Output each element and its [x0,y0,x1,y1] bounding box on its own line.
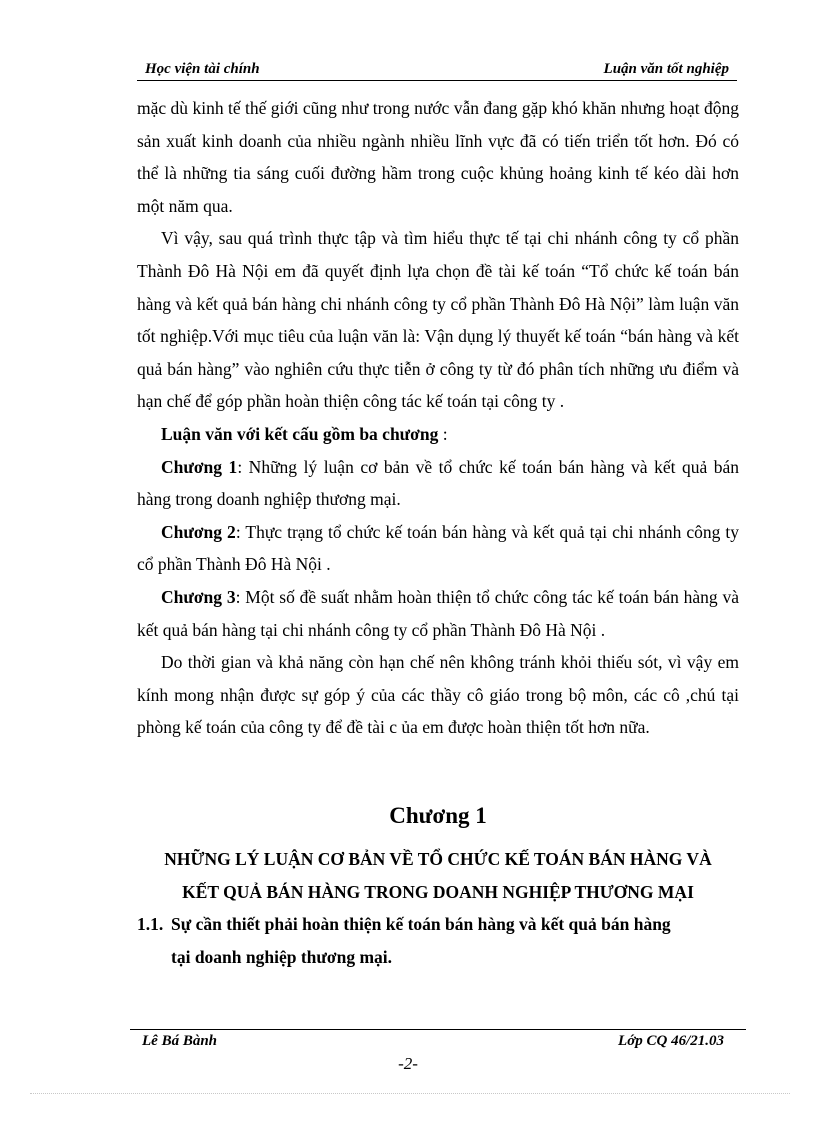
header-doc-type: Luận văn tốt nghiệp [603,61,729,77]
chapter-heading: Chương 1 [389,803,487,828]
chapter-title-line-1: NHỮNG LÝ LUẬN CƠ BẢN VỀ TỔ CHỨC KẾ TOÁN BÁN HÀNG VÀ [164,849,712,869]
page-header [137,58,737,81]
page-body [137,92,739,744]
chapter-list-text: : Những lý luận cơ bản về tổ chức kế toán bán hàng và kết quả bán hàng trong doanh nghiệp thương mại. [137,456,740,510]
structure-intro [137,418,739,451]
paragraph-continued: mặc dù kinh tế thế giới cũng như trong nước vẫn đang gặp khó khăn nhưng hoạt động sản xuất kinh doanh của nhiều ngành nhiều lĩnh vực đã có tiến triển tốt hơn. Đó có thể là những tia sáng cuối đường hầm trong cuộc khủng hoảng kinh tế kéo dài hơn một năm qua. [137,98,739,216]
page-bottom-divider [30,1093,790,1094]
chapter-list-label: Chương 1 [161,456,238,477]
chapter-list-item-2 [137,516,739,581]
chapter-title [137,843,739,909]
section-heading [137,908,741,974]
chapter-list-item-3 [137,581,739,646]
chapter-list-text: : Thực trạng tổ chức kế toán bán hàng và kết quả tại chi nhánh công ty cổ phần Thành Đô Hà Nội . [137,521,739,575]
chapter-title-line-2: KẾT QUẢ BÁN HÀNG TRONG DOANH NGHIỆP THƯƠNG MẠI [182,882,694,902]
page-number: -2- [398,1054,418,1073]
section-title-line-2: tại doanh nghiệp thương mại. [171,947,393,967]
chapter-list-text: : Một số đề suất nhằm hoàn thiện tổ chức công tác kế toán bán hàng và kết quả bán hàng tại chi nhánh công ty cổ phần Thành Đô Hà Nội . [137,586,739,640]
header-institution: Học viện tài chính [145,61,260,77]
chapter-list-label: Chương 2 [161,521,236,542]
chapter-list-label: Chương 3 [161,586,236,607]
structure-intro-rest: : [438,423,448,444]
chapter-list-item-1 [137,451,739,516]
footer-author: Lê Bá Bành [142,1033,218,1049]
section-title-line-1: Sự cần thiết phải hoàn thiện kế toán bán hàng và kết quả bán hàng [171,914,671,934]
structure-intro-bold: Luận văn với kết cấu gồm ba chương [161,423,439,444]
footer-class: Lớp CQ 46/21.03 [618,1033,724,1049]
section-number: 1.1. [137,914,164,934]
paragraph-topic: Vì vậy, sau quá trình thực tập và tìm hiểu thực tế tại chi nhánh công ty cổ phần Thành Đô Hà Nội em đã quyết định lựa chọn đề tài kế toán “Tổ chức kế toán bán hàng và kết quả bán hàng chi nhánh công ty cổ phần Thành Đô Hà Nội” làm luận văn tốt nghiệp.Với mục tiêu của luận văn là: Vận dụng lý thuyết kế toán “bán hàng và kết quả bán hàng” vào nghiên cứu thực tiễn ở công ty từ đó phân tích những ưu điểm và hạn chế để góp phần hoàn thiện công tác kế toán tại công ty . [137,228,739,412]
page-footer [130,1029,746,1052]
paragraph-closing: Do thời gian và khả năng còn hạn chế nên không tránh khỏi thiếu sót, vì vậy em kính mong nhận được sự góp ý của các thầy cô giáo trong bộ môn, các cô ,chú tại phòng kế toán của công ty để đề tài c ủa em được hoàn thiện tốt hơn nữa. [137,652,739,738]
